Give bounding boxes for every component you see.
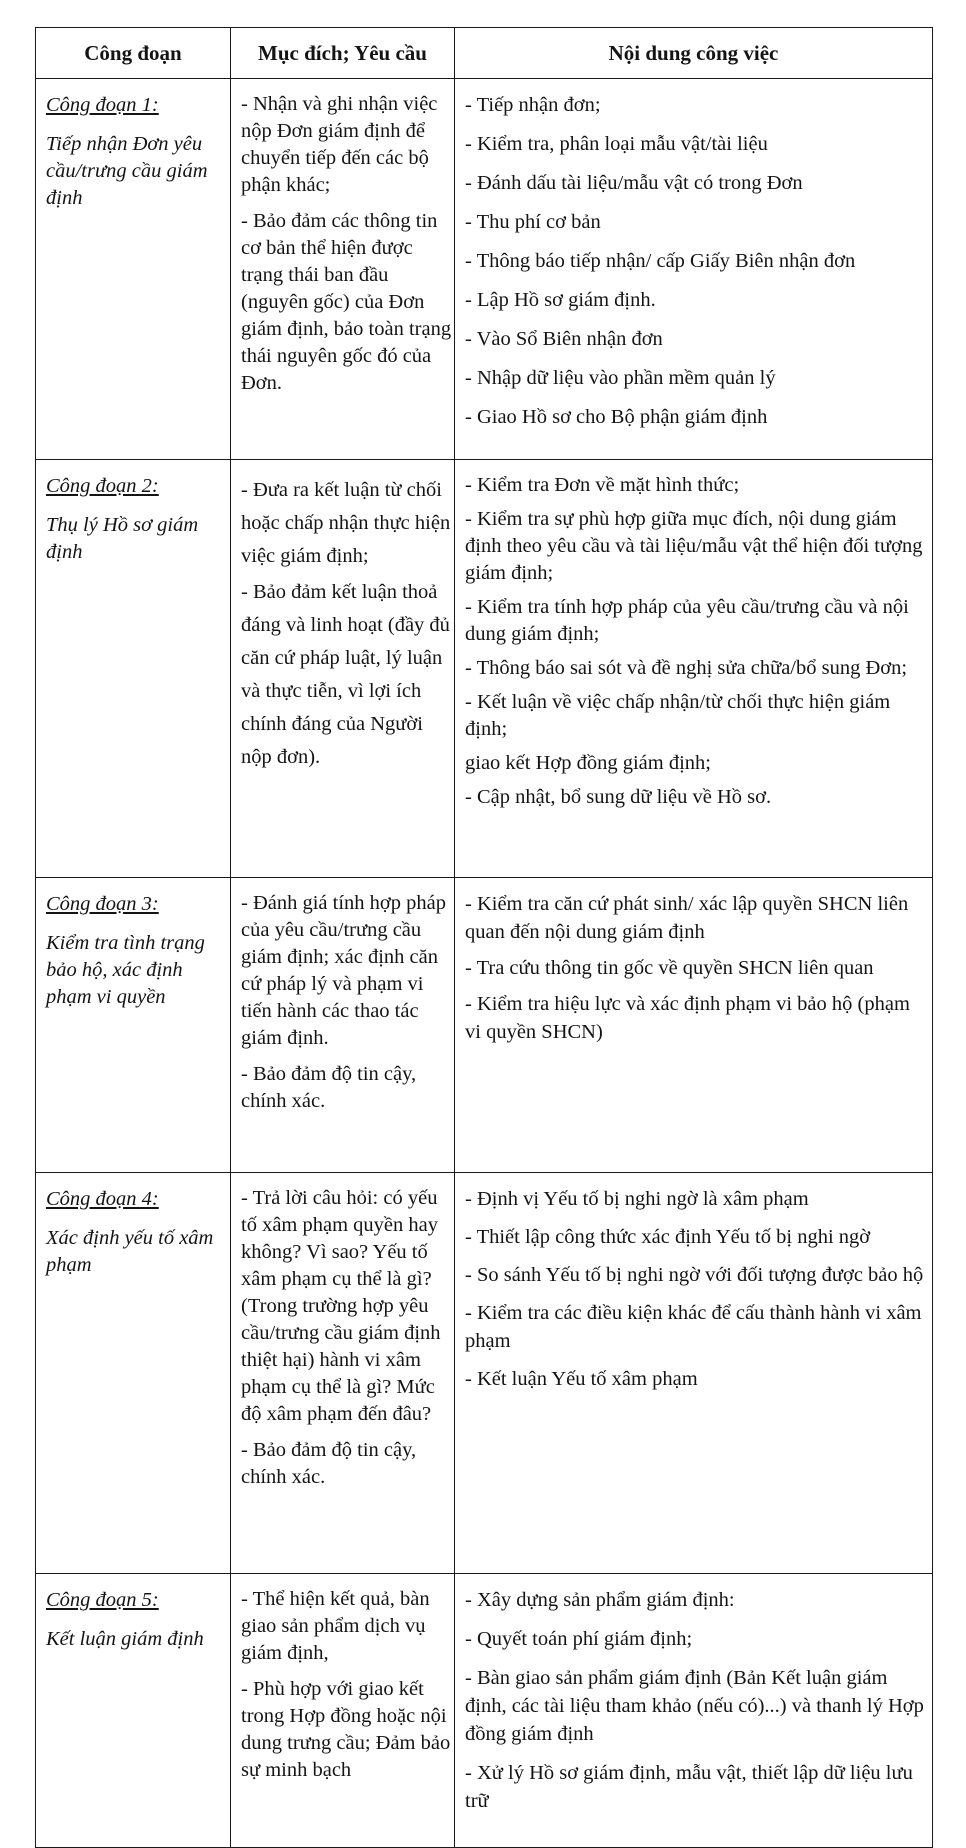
content-cell (455, 1173, 933, 1574)
content-item: - Kiểm tra tính hợp pháp của yêu cầu/trưng cầu và nội dung giám định; (465, 596, 909, 645)
content-item: - Tiếp nhận đơn; (465, 94, 601, 116)
purpose-cell (231, 460, 455, 878)
stage-title: Công đoạn 2: (46, 475, 159, 497)
content-item: - Kết luận về việc chấp nhận/từ chối thực hiện giám định; (465, 691, 891, 740)
stage-title: Công đoạn 5: (46, 1589, 159, 1611)
table-row (36, 1574, 933, 1848)
content-item: - Giao Hồ sơ cho Bộ phận giám định (465, 406, 768, 428)
stage-name: Xác định yếu tố xâm phạm (46, 1227, 214, 1276)
content-cell (455, 79, 933, 460)
stage-cell (36, 460, 231, 878)
purpose-item: - Bảo đảm độ tin cậy, chính xác. (241, 1063, 417, 1112)
content-item: - Xử lý Hồ sơ giám định, mẫu vật, thiết lập dữ liệu lưu trữ (465, 1762, 913, 1812)
content-item: - Kiểm tra sự phù hợp giữa mục đích, nội dung giám định theo yêu cầu và tài liệu/mẫu vật thể hiện đối tượng giám định; (465, 508, 923, 584)
stage-name: Kết luận giám định (46, 1628, 204, 1650)
purpose-item: - Bảo đảm các thông tin cơ bản thể hiện được trạng thái ban đầu (nguyên gốc) của Đơn giám định, bảo toàn trạng thái nguyên gốc đó của Đơn. (241, 210, 452, 394)
content-item: - Vào Sổ Biên nhận đơn (465, 328, 663, 350)
content-item: - Thu phí cơ bản (465, 211, 601, 233)
table-header-row (36, 28, 933, 79)
content-item: - Kiểm tra, phân loại mẫu vật/tài liệu (465, 133, 768, 155)
content-item: - Thông báo tiếp nhận/ cấp Giấy Biên nhận đơn (465, 250, 856, 272)
purpose-cell (231, 878, 455, 1173)
stage-title: Công đoạn 4: (46, 1188, 159, 1210)
content-item: - Kiểm tra căn cứ phát sinh/ xác lập quyền SHCN liên quan đến nội dung giám định (465, 893, 909, 943)
purpose-item: - Trả lời câu hỏi: có yếu tố xâm phạm quyền hay không? Vì sao? Yếu tố xâm phạm cụ thể là gì? (Trong trường hợp yêu cầu/trưng cầu giám định thiệt hại) hành vi xâm phạm cụ thể là gì? Mức độ xâm phạm đến đâu? (241, 1187, 441, 1425)
header-purpose: Mục đích; Yêu cầu (231, 28, 455, 79)
table-row (36, 460, 933, 878)
content-item: - Tra cứu thông tin gốc về quyền SHCN liên quan (465, 957, 874, 979)
content-item: - So sánh Yếu tố bị nghi ngờ với đối tượng được bảo hộ (465, 1264, 924, 1286)
purpose-item: - Đánh giá tính hợp pháp của yêu cầu/trưng cầu giám định; xác định căn cứ pháp lý và phạm vi tiến hành các thao tác giám định. (241, 892, 446, 1049)
content-item: - Cập nhật, bổ sung dữ liệu về Hồ sơ. (465, 786, 772, 808)
purpose-cell (231, 1173, 455, 1574)
stage-cell (36, 878, 231, 1173)
content-item: - Kiểm tra các điều kiện khác để cấu thành hành vi xâm phạm (465, 1302, 922, 1352)
purpose-item: - Nhận và ghi nhận việc nộp Đơn giám định để chuyển tiếp đến các bộ phận khác; (241, 93, 438, 196)
content-item: - Đánh dấu tài liệu/mẫu vật có trong Đơn (465, 172, 803, 194)
table-row (36, 79, 933, 460)
content-item: - Nhập dữ liệu vào phần mềm quản lý (465, 367, 776, 389)
stage-name: Tiếp nhận Đơn yêu cầu/trưng cầu giám định (46, 133, 208, 209)
content-item: - Định vị Yếu tố bị nghi ngờ là xâm phạm (465, 1188, 809, 1210)
stage-name: Kiểm tra tình trạng bảo hộ, xác định phạm vi quyền (46, 932, 205, 1008)
content-item: - Quyết toán phí giám định; (465, 1628, 693, 1650)
purpose-item: - Đưa ra kết luận từ chối hoặc chấp nhận thực hiện việc giám định; (241, 479, 451, 567)
content-item: - Xây dựng sản phẩm giám định: (465, 1589, 735, 1611)
header-stage: Công đoạn (36, 28, 231, 79)
purpose-item: - Bảo đảm kết luận thoả đáng và linh hoạt (đầy đủ căn cứ pháp luật, lý luận và thực tiễn, vì lợi ích chính đáng của Người nộp đơn). (241, 581, 450, 768)
content-cell (455, 460, 933, 878)
stage-cell (36, 79, 231, 460)
content-item: - Kiểm tra hiệu lực và xác định phạm vi bảo hộ (phạm vi quyền SHCN) (465, 993, 910, 1043)
content-item: - Kết luận Yếu tố xâm phạm (465, 1368, 698, 1390)
document-page (35, 27, 932, 1848)
procedure-table (35, 27, 933, 1848)
purpose-item: - Thể hiện kết quả, bàn giao sản phẩm dịch vụ giám định, (241, 1588, 430, 1664)
stage-title: Công đoạn 3: (46, 893, 159, 915)
purpose-cell (231, 1574, 455, 1848)
content-item: giao kết Hợp đồng giám định; (465, 752, 711, 774)
stage-title: Công đoạn 1: (46, 94, 159, 116)
content-item: - Thiết lập công thức xác định Yếu tố bị nghi ngờ (465, 1226, 871, 1248)
stage-cell (36, 1574, 231, 1848)
content-cell (455, 878, 933, 1173)
content-item: - Thông báo sai sót và đề nghị sửa chữa/bổ sung Đơn; (465, 657, 908, 679)
content-item: - Lập Hồ sơ giám định. (465, 289, 656, 311)
table-row (36, 878, 933, 1173)
content-cell (455, 1574, 933, 1848)
purpose-item: - Phù hợp với giao kết trong Hợp đồng hoặc nội dung trưng cầu; Đảm bảo sự minh bạch (241, 1678, 451, 1781)
purpose-item: - Bảo đảm độ tin cậy, chính xác. (241, 1439, 417, 1488)
content-item: - Bàn giao sản phẩm giám định (Bản Kết luận giám định, các tài liệu tham khảo (nếu có)...) và thanh lý Hợp đồng giám định (465, 1667, 924, 1745)
content-item: - Kiểm tra Đơn về mặt hình thức; (465, 474, 740, 496)
header-content: Nội dung công việc (455, 28, 933, 79)
table-row (36, 1173, 933, 1574)
purpose-cell (231, 79, 455, 460)
stage-cell (36, 1173, 231, 1574)
stage-name: Thụ lý Hồ sơ giám định (46, 514, 199, 563)
